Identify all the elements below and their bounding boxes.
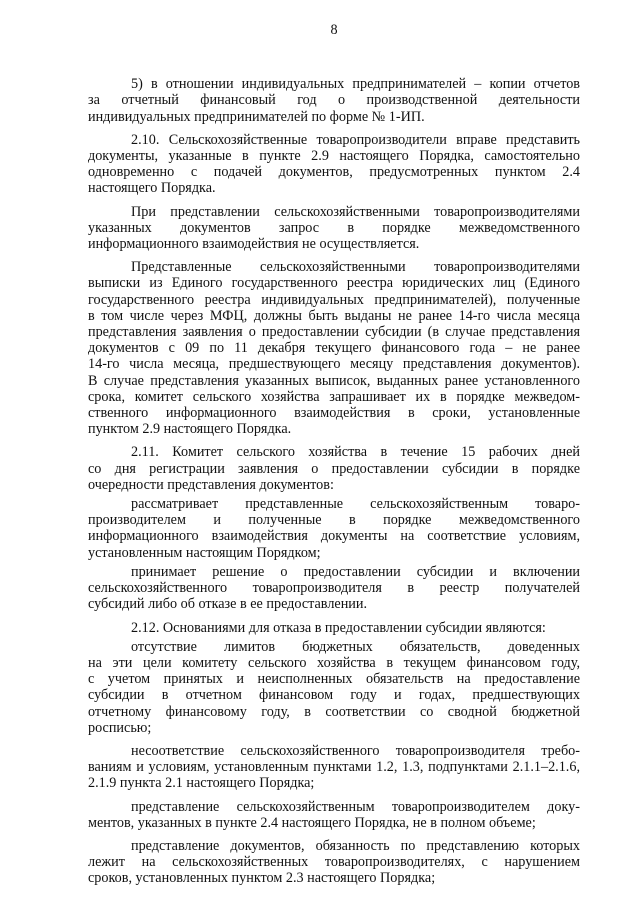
paragraph bbox=[88, 444, 580, 493]
text-line: 2.12. Основаниями для отказа в предоставлении субсидии являются: bbox=[131, 619, 546, 636]
paragraph bbox=[88, 838, 580, 887]
paragraph bbox=[88, 743, 580, 792]
text-line: отсутствие лимитов бюджетных обязательств, доведенных bbox=[131, 638, 580, 655]
text-line: отчетному финансовому году, в соответствии со сводной бюджетной bbox=[88, 703, 580, 720]
text-line: субсидий либо об отказе в ее предоставлении. bbox=[88, 596, 368, 613]
text-line: рассматривает представленные сельскохозяйственным товаро- bbox=[131, 496, 580, 513]
text-line: 5) в отношении индивидуальных предпринимателей – копии отчетов bbox=[131, 76, 580, 93]
text-line: принимает решение о предоставлении субсидии и включении bbox=[131, 563, 580, 580]
text-line: документы, указанные в пункте 2.9 настоящего Порядка, самостоятельно bbox=[88, 148, 580, 165]
page-number: 8 bbox=[330, 22, 338, 38]
text-line: субсидии в отчетном финансовом году и годах, предшествующих bbox=[88, 687, 580, 704]
text-line: ментов, указанных в пункте 2.4 настоящего Порядка, не в полном объеме; bbox=[88, 814, 536, 831]
text-line: 2.1.9 пункта 2.1 настоящего Порядка; bbox=[88, 775, 315, 792]
paragraph bbox=[88, 259, 580, 437]
text-line: представления заявления о предоставлении субсидии (в случае представления bbox=[88, 324, 580, 341]
text-line: государственного реестра индивидуальных предпринимателей), полученные bbox=[88, 291, 580, 308]
text-line: указанных документов запрос в порядке межведомственного bbox=[88, 219, 580, 236]
paragraph bbox=[88, 204, 580, 253]
text-line: производителем и полученные в порядке межведомственного bbox=[88, 512, 580, 529]
text-line: с учетом принятых и неисполненных обязательств на предоставление bbox=[88, 671, 580, 688]
text-line: за отчетный финансовый год о производственной деятельности bbox=[88, 92, 580, 109]
text-line: одновременно с подачей документов, предусмотренных пунктом 2.4 bbox=[88, 164, 580, 181]
text-line: сельскохозяйственного товаропроизводителя в реестр получателей bbox=[88, 580, 580, 597]
text-line: на эти цели комитету сельского хозяйства в текущем финансовом году, bbox=[88, 654, 580, 671]
document-page bbox=[88, 22, 580, 894]
document-body bbox=[88, 76, 580, 886]
paragraph bbox=[88, 564, 580, 613]
text-line: со дня регистрации заявления о предоставлении субсидии в порядке bbox=[88, 460, 580, 477]
text-line: несоответствие сельскохозяйственного товаропроизводителя требо- bbox=[131, 742, 580, 759]
paragraph bbox=[88, 76, 580, 125]
text-line: В случае представления указанных выписок, выданных ранее установленного bbox=[88, 372, 580, 389]
text-line: представление сельскохозяйственным товаропроизводителем доку- bbox=[131, 798, 580, 815]
paragraph bbox=[88, 496, 580, 561]
text-line: индивидуальных предпринимателей по форме № 1-ИП. bbox=[88, 108, 425, 125]
text-line: настоящего Порядка. bbox=[88, 180, 216, 197]
paragraph bbox=[88, 799, 580, 831]
paragraph bbox=[88, 132, 580, 197]
text-line: документов с 09 по 11 декабря текущего финансового года – не ранее bbox=[88, 340, 580, 357]
text-line: пунктом 2.9 настоящего Порядка. bbox=[88, 421, 292, 438]
text-line: информационного взаимодействия документы на соответствие условиям, bbox=[88, 528, 580, 545]
text-line: 14-го числа месяца, предшествующего месяцу представления документов). bbox=[88, 356, 580, 373]
text-line: срока, комитет сельского хозяйства запрашивает их в порядке межведом- bbox=[88, 388, 580, 405]
text-line: 2.10. Сельскохозяйственные товаропроизводители вправе представить bbox=[131, 131, 580, 148]
text-line: установленным настоящим Порядком; bbox=[88, 544, 321, 561]
text-line: представление документов, обязанность по представлению которых bbox=[131, 837, 580, 854]
text-line: При представлении сельскохозяйственными товаропроизводителями bbox=[131, 203, 580, 220]
text-line: 2.11. Комитет сельского хозяйства в течение 15 рабочих дней bbox=[131, 444, 580, 461]
text-line: Представленные сельскохозяйственными товаропроизводителями bbox=[131, 259, 580, 276]
text-line: лежит на сельскохозяйственных товаропроизводителях, с нарушением bbox=[88, 854, 580, 871]
text-line: очередности представления документов: bbox=[88, 476, 334, 493]
text-line: выписки из Единого государственного реестра юридических лиц (Единого bbox=[88, 275, 580, 292]
text-line: росписью; bbox=[88, 719, 152, 736]
paragraph bbox=[88, 620, 580, 636]
paragraph bbox=[88, 639, 580, 736]
text-line: информационного взаимодействия не осуществляется. bbox=[88, 236, 420, 253]
text-line: ственного информационного взаимодействия в сроки, установленные bbox=[88, 405, 580, 422]
text-line: в том числе через МФЦ, должны быть выданы не ранее 14-го числа месяца bbox=[88, 307, 580, 324]
text-line: сроков, установленных пунктом 2.3 настоящего Порядка; bbox=[88, 870, 436, 887]
text-line: ваниям и условиям, установленным пунктами 1.2, 1.3, подпунктами 2.1.1–2.1.6, bbox=[88, 759, 580, 776]
